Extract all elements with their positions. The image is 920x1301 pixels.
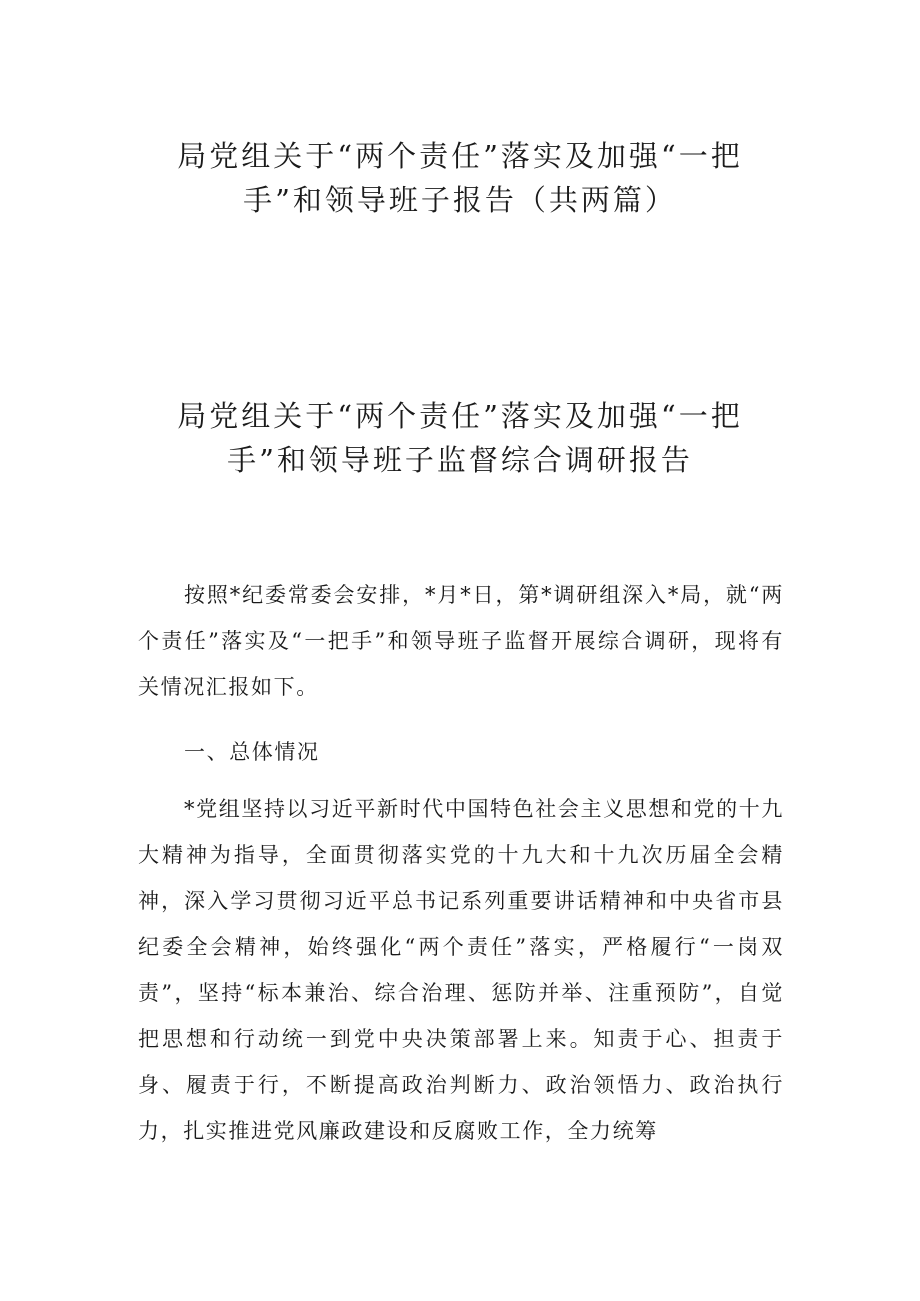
- report-title: [0, 394, 920, 482]
- document-title-line-2: 手”和领导班子报告（共两篇）: [243, 183, 677, 217]
- intro-paragraph: 按照*纪委常委会安排，*月*日，第*调研组深入*局，就“两个责任”落实及“一把手”和领导班子监督开展综合调研，现将有关情况汇报如下。: [138, 583, 784, 699]
- document-title: [0, 134, 920, 222]
- report-title-line-2: 手”和领导班子监督综合调研报告: [227, 443, 693, 477]
- document-title-line-1: 局党组关于“两个责任”落实及加强“一把: [177, 139, 743, 173]
- section-heading-overall: 一、总体情况: [184, 740, 320, 764]
- report-title-line-1: 局党组关于“两个责任”落实及加强“一把: [177, 399, 743, 433]
- section-paragraph-overall: *党组坚持以习近平新时代中国特色社会主义思想和党的十九大精神为指导，全面贯彻落实党的十九大和十九次历届全会精神，深入学习贯彻习近平总书记系列重要讲话精神和中央省市县纪委全会精神，始终强化“两个责任”落实，严格履行“一岗双责”，坚持“标本兼治、综合治理、惩防并举、注重预防”，自觉把思想和行动统一到党中央决策部署上来。知责于心、担责于身、履责于行，不断提高政治判断力、政治领悟力、政治执行力，扎实推进党风廉政建设和反腐败工作，全力统筹: [138, 797, 784, 1143]
